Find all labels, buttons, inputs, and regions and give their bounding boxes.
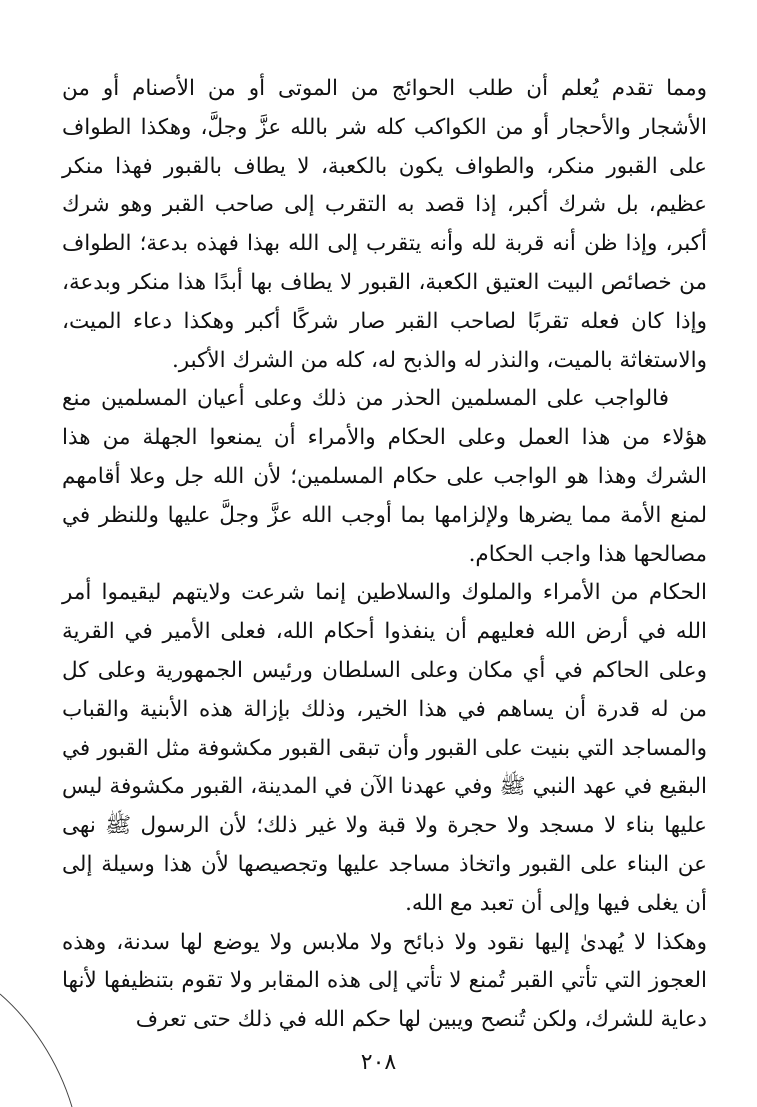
page-number: ٢٠٨ — [360, 1050, 397, 1075]
paragraph-4: وهكذا لا يُهدىٰ إليها نقود ولا ذبائح ولا ملابس ولا يوضع لها سدنة، وهذه العجوز التي تأتي القبر تُمنع لا تأتي إلى هذه المقابر ولا تقوم بتنظيفها لأنها دعاية للشرك، ولكن تُنصح ويبين لها حكم الله في ذلك حتى تعرف — [62, 929, 707, 1033]
paragraph-3: الحكام من الأمراء والملوك والسلاطين إنما شرعت ولايتهم ليقيموا أمر الله في أرض الله فعليهم أن ينفذوا أحكام الله، فعلى الأمير في القرية وعلى الحاكم في أي مكان وعلى السلطان ورئيس الجمهورية وعلى كل من له قدرة أن يساهم في هذا الخير، وذلك بإزالة هذه الأبنية والقباب والمساجد التي بنيت على القبور وأن تبقى القبور مكشوفة مثل القبور في البقيع في عهد النبي ﷺ وفي عهدنا الآن في المدينة، القبور مكشوفة ليس عليها بناء لا مسجد ولا حجرة ولا قبة ولا غير ذلك؛ لأن الرسول ﷺ نهى عن البناء على القبور واتخاذ مساجد عليها وتجصيصها لأن هذا وسيلة إلى أن يغلى فيها وإلى أن تعبد مع الله. — [62, 580, 707, 916]
page-body — [62, 70, 707, 1040]
page-edge-curve — [0, 990, 80, 1107]
paragraph-1: ومما تقدم يُعلم أن طلب الحوائج من الموتى أو من الأصنام أو من الأشجار والأحجار أو من الكواكب كله شر بالله عزَّ وجلَّ، وهكذا الطواف على القبور منكر، والطواف يكون بالكعبة، لا يطاف بالقبور فهذا منكر عظيم، بل شرك أكبر، إذا قصد به التقرب إلى صاحب القبر وهو شرك أكبر، وإذا ظن أنه قربة لله وأنه يتقرب إلى الله بهذا فهذه بدعة؛ الطواف من خصائص البيت العتيق الكعبة، القبور لا يطاف بها أبدًا هذا منكر وبدعة، وإذا كان فعله تقربًا لصاحب القبر صار شركًا أكبر وهكذا دعاء الميت، والاستغاثة بالميت، والنذر له والذبح له، كله من الشرك الأكبر. — [62, 76, 707, 373]
paragraph-2: فالواجب على المسلمين الحذر من ذلك وعلى أعيان المسلمين منع هؤلاء من هذا العمل وعلى الحكام والأمراء أن يمنعوا الجهلة من هذا الشرك وهذا هو الواجب على حكام المسلمين؛ لأن الله جل وعلا أقامهم لمنع الأمة مما يضرها ولإلزامها بما أوجب الله عزَّ وجلَّ عليها وللنظر في مصالحها هذا واجب الحكام. — [62, 386, 707, 567]
